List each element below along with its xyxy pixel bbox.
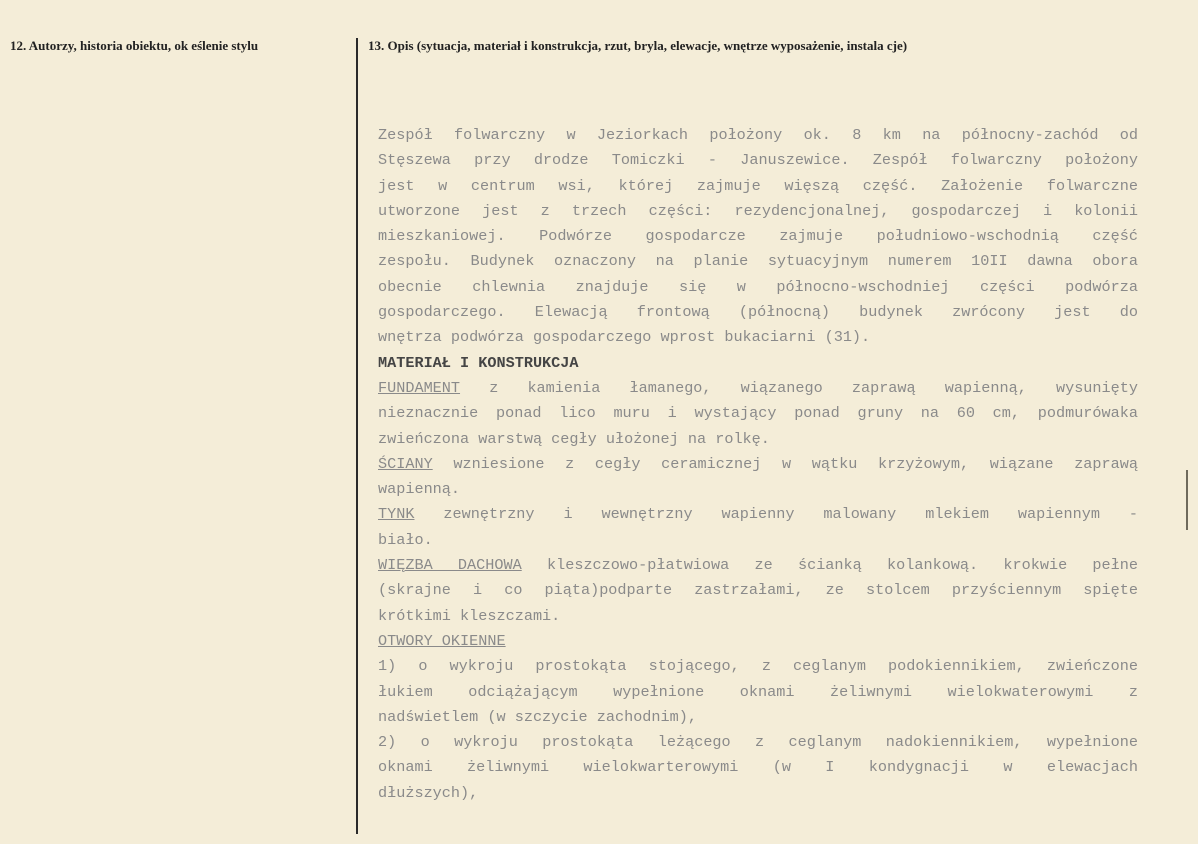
text-line: oknami żeliwnymi wielokwarterowymi (w I kondygnacji w elewacjach [378,758,1138,777]
text-line: mieszkaniowej. Podwórze gospodarcze zajmuje południowo-wschodnią część [378,227,1138,246]
text-line: zwieńczona warstwą cegły ułożonej na rolkę. [378,429,770,448]
text-line: obecnie chlewnia znajduje się w północno-wschodniej części podwórza [378,277,1138,296]
text-line: jest w centrum wsi, której zajmuje więszą część. Założenie folwarczne [378,176,1138,195]
text-line: biało. [378,530,433,549]
text-line: Zespół folwarczny w Jeziorkach położony ok. 8 km na północny-zachód od [378,126,1138,144]
column-13-header: 13. Opis (sytuacja, materiał i konstrukcja, rzut, bryla, elewacje, wnętrze wyposażenie, instala cje) [368,38,908,53]
text-line: 1) o wykroju prostokąta stojącego, z ceglanym podokiennikiem, zwieńczone [378,657,1138,676]
text-line: (skrajne i co piąta)podparte zastrzałami, ze stolcem przyściennym spięte [378,581,1138,600]
description-text [378,123,1138,806]
section-heading-material: MATERIAŁ I KONSTRUKCJA [378,353,579,372]
text-line: krótkimi kleszczami. [378,606,561,625]
fundament-line [378,376,1138,401]
text-line: wapienną. [378,480,461,499]
wiezba-label: WIĘZBA DACHOWA [378,556,522,575]
otwory-label: OTWORY OKIENNE [378,631,506,650]
tynk-line [378,502,1138,527]
page-edge-mark [1186,470,1188,530]
sciany-text: wzniesione z cegły ceramicznej w wątku krzyżowym, wiązane zaprawą [453,454,1138,473]
fundament-label: FUNDAMENT [378,378,461,397]
tynk-text: zewnętrzny i wewnętrzny wapienny malowany mlekiem wapiennym - [443,505,1138,524]
text-line: zespołu. Budynek oznaczony na planie sytuacyjnym numerem 10II dawna obora [378,252,1138,271]
text-line: Stęszewa przy drodze Tomiczki - Januszewice. Zespół folwarczny położony [378,151,1138,170]
text-line: dłuższych), [378,783,479,802]
sciany-label: ŚCIANY [378,454,433,473]
fundament-text: z kamienia łamanego, wiązanego zaprawą wapienną, wysunięty [489,378,1138,397]
column-12-header: 12. Autorzy, historia obiektu, ok eślenie stylu [10,38,259,53]
tynk-label: TYNK [378,505,415,524]
text-line: utworzone jest z trzech części: rezydencjonalnej, gospodarczej i kolonii [378,201,1138,220]
column-divider [356,38,358,834]
sciany-line [378,452,1138,477]
text-line: łukiem odciążającym wypełnione oknami żeliwnymi wielokwaterowymi z [378,682,1138,701]
text-line: wnętrza podwórza gospodarczego wprost bukaciarni (31). [378,328,871,347]
text-line: gospodarczego. Elewacją frontową (północną) budynek zwrócony jest do [378,303,1138,322]
wiezba-line [378,553,1138,578]
text-line: 2) o wykroju prostokąta leżącego z ceglanym nadokiennikiem, wypełnione [378,733,1138,752]
wiezba-text: kleszczowo-płatwiowa ze ścianką kolankową. krokwie pełne [546,556,1138,575]
text-line: nadświetlem (w szczycie zachodnim), [378,707,697,726]
text-line: nieznacznie ponad lico muru i wystający ponad gruny na 60 cm, podmurówaka [378,404,1138,423]
otwory-line [378,629,1138,654]
